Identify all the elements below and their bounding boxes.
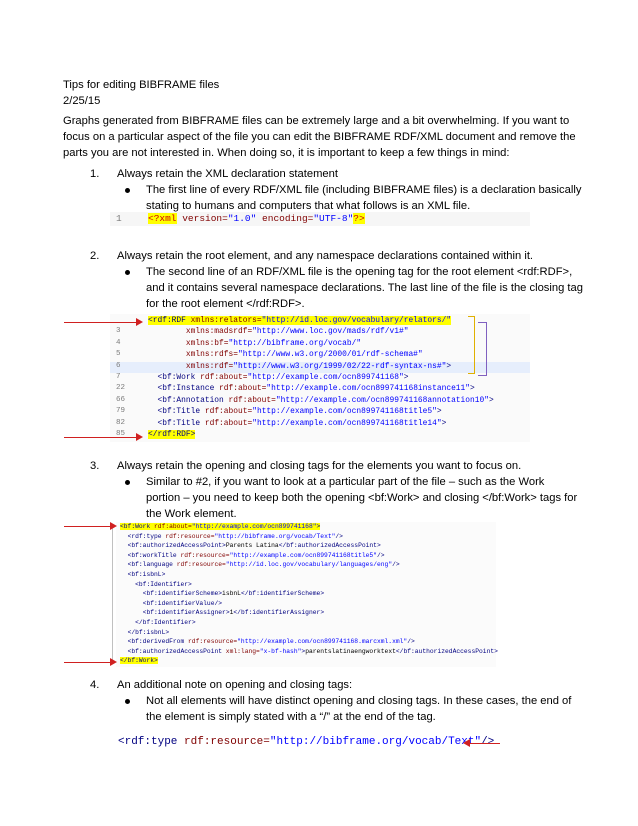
- code-text: </rdf:RDF>: [148, 430, 196, 439]
- code-line: </bf:Identifier>: [135, 619, 196, 626]
- bullet-icon: [125, 188, 130, 193]
- item-3-bullet-line-1: Similar to #2, if you want to look at a particular part of the file – such as the Work: [146, 476, 545, 488]
- line-number: 85: [116, 430, 126, 438]
- item-2-bullet-line-1: The second line of an RDF/XML file is the opening tag for the root element <rdf:RDF>,: [146, 266, 573, 278]
- arrow-icon: [136, 318, 143, 326]
- item-3-bullet-line-3: the Work element.: [146, 508, 237, 520]
- code-text: <rdf:RDF xmlns:relators="http://id.loc.gov/vocabulary/relators/": [148, 316, 452, 325]
- code-line: <bf:workTitle rdf:resource="http://example.com/ocn899741168title5"/>: [127, 551, 385, 559]
- arrow-icon: [64, 662, 112, 663]
- code-line: </bf:Work>: [120, 657, 158, 665]
- code-line: [110, 396, 530, 407]
- code-line: <bf:identifierValue/>: [142, 599, 223, 607]
- code-line: <bf:Identifier>: [135, 580, 192, 588]
- line-number: 3: [116, 327, 121, 336]
- code-text: xmlns:rdfs="http://www.w3.org/2000/01/rdf-schema#": [181, 350, 423, 360]
- item-4-heading: An additional note on opening and closing tags:: [117, 679, 353, 691]
- item-2-number: 2.: [90, 250, 100, 262]
- code-line: <bf:language rdf:resource="http://id.loc.gov/vocabulary/languages/eng"/>: [127, 561, 400, 569]
- code-line: <bf:derivedFrom rdf:resource="http://example.com/ocn899741168.marcxml.xml"/>: [127, 638, 415, 646]
- code-line: <bf:identifierScheme>isbnL</bf:identifierScheme>: [142, 590, 325, 598]
- item-3-number: 3.: [90, 460, 100, 472]
- document-date: 2/25/15: [63, 95, 101, 107]
- code-line: [110, 419, 530, 430]
- code-line: <bf:authorizedAccessPoint xml:lang="x-bf-hash">parentslatinaengworktext</bf:authorizedAccessPoint>: [127, 647, 498, 655]
- code-line: [110, 407, 530, 418]
- code-line: [110, 430, 530, 441]
- arrow-icon: [463, 739, 470, 747]
- code-line: [110, 327, 530, 338]
- line-number: 5: [116, 350, 121, 359]
- item-2-bullet-line-2: and it contains several namespace declarations. The last line of the file is the closing tag: [146, 282, 583, 294]
- item-4-bullet-line-2: the element is simply stated with a “/” at the end of the tag.: [146, 711, 436, 723]
- intro-line-3: parts you are not interested in. When doing so, it is important to keep a few things in mind:: [63, 147, 510, 159]
- arrow-icon: [64, 322, 138, 323]
- fold-gutter: [112, 524, 116, 664]
- item-2-bullet-line-3: for the root element </rdf:RDF>.: [146, 298, 305, 310]
- intro-line-1: Graphs generated from BIBFRAME files can be extremely large and a bit overwhelming. If you want to: [63, 115, 570, 127]
- document-title: Tips for editing BIBFRAME files: [63, 79, 220, 91]
- item-1-bullet-line-1: The first line of every RDF/XML file (including BIBFRAME files) is a declaration basically: [146, 184, 582, 196]
- code-text: xmlns:rdf="http://www.w3.org/1999/02/22-rdf-syntax-ns#">: [181, 361, 452, 371]
- item-4-number: 4.: [90, 679, 100, 691]
- xml-declaration-code: <?xml version="1.0" encoding="UTF-8"?>: [148, 213, 365, 224]
- arrow-icon: [64, 437, 138, 438]
- item-1-bullet-line-2: stating to humans and computers that what follows is an XML file.: [146, 200, 471, 212]
- code-text: <bf:Title rdf:about="http://example.com/ocn899741168title5">: [157, 407, 442, 417]
- line-number: 6: [116, 361, 121, 370]
- arrow-icon: [110, 658, 117, 666]
- line-number: 79: [116, 407, 126, 416]
- code-text: xmlns:madsrdf="http://www.loc.gov/mads/rdf/v1#": [181, 327, 409, 337]
- item-1-heading: Always retain the XML declaration statement: [117, 168, 338, 180]
- code-snippet-xml-declaration: [110, 212, 530, 226]
- line-number: 82: [116, 418, 126, 427]
- arrow-icon: [64, 526, 112, 527]
- code-text: xmlns:bf="http://bibframe.org/vocab/": [181, 338, 362, 348]
- code-line: [110, 373, 530, 384]
- code-line: <bf:Work rdf:about="http://example.com/ocn899741168">: [120, 523, 321, 530]
- intro-line-2: focus on a particular aspect of the file you can edit the BIBFRAME RDF/XML document and remove the: [63, 131, 576, 143]
- code-snippet-self-closing: <rdf:type rdf:resource="http://bibframe.org/vocab/Text"/>: [118, 736, 495, 748]
- code-line: [110, 316, 530, 327]
- code-line: [110, 384, 530, 395]
- item-2-heading: Always retain the root element, and any namespace declarations contained within it.: [117, 250, 534, 262]
- bullet-icon: [125, 480, 130, 485]
- code-text: <bf:Annotation rdf:about="http://example.com/ocn899741168annotation10">: [157, 395, 494, 405]
- code-text: <bf:Work rdf:about="http://example.com/ocn899741168">: [157, 373, 409, 382]
- bullet-icon: [125, 699, 130, 704]
- code-line: [110, 339, 530, 350]
- arrow-icon: [470, 743, 500, 744]
- code-text: <bf:Instance rdf:about="http://example.com/ocn899741168instance11">: [157, 384, 475, 394]
- line-number: 4: [116, 338, 121, 347]
- code-snippet-work-element: [116, 522, 496, 667]
- code-line: <bf:isbnL>: [127, 571, 166, 578]
- line-number: 66: [116, 395, 126, 404]
- item-3-bullet-line-2: portion – you need to keep both the opening <bf:Work> and closing </bf:Work> tags for: [146, 492, 578, 504]
- item-4-bullet-line-1: Not all elements will have distinct opening and closing tags. In these cases, the end of: [146, 695, 572, 707]
- code-line: <rdf:type rdf:resource="http://bibframe.org/vocab/Text"/>: [127, 532, 343, 540]
- namespace-bracket: [478, 322, 487, 376]
- line-number: 7: [116, 373, 121, 381]
- code-line: [110, 350, 530, 361]
- namespace-bracket: [468, 316, 475, 374]
- code-line: <bf:authorizedAccessPoint>Parents Latina</bf:authorizedAccessPoint>: [127, 542, 381, 550]
- line-number: 1: [116, 213, 122, 224]
- code-snippet-root-element: [110, 314, 530, 442]
- line-number: 22: [116, 384, 126, 393]
- bullet-icon: [125, 270, 130, 275]
- arrow-icon: [110, 522, 117, 530]
- code-line: </bf:isbnL>: [127, 628, 170, 636]
- item-1-number: 1.: [90, 168, 100, 180]
- code-line: [110, 362, 530, 373]
- item-3-heading: Always retain the opening and closing tags for the elements you want to focus on.: [117, 460, 522, 472]
- arrow-icon: [136, 433, 143, 441]
- code-line: <bf:identifierAssigner>1</bf:identifierAssigner>: [142, 609, 325, 617]
- code-text: <bf:Title rdf:about="http://example.com/ocn899741168title14">: [157, 418, 447, 428]
